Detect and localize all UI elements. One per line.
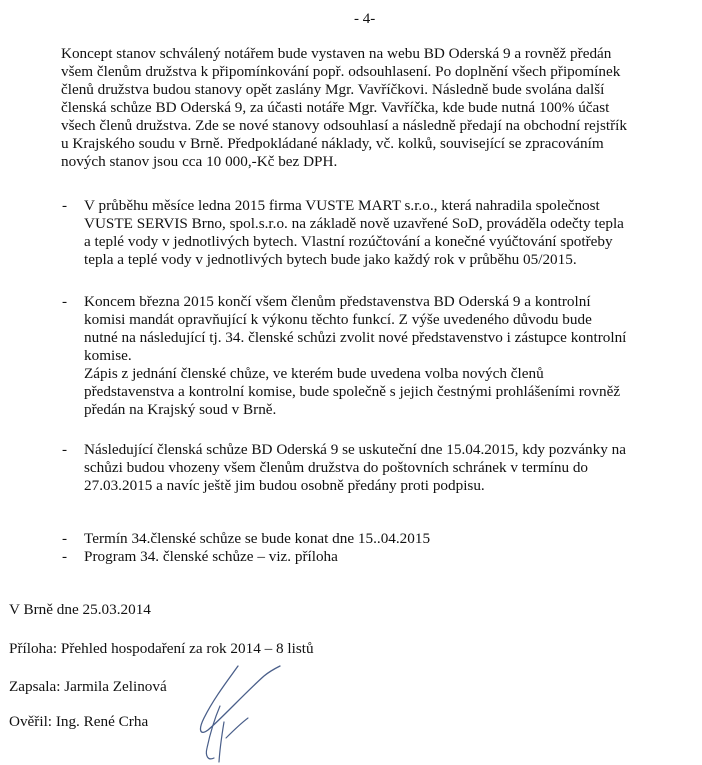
text-line: komise. — [84, 347, 132, 364]
text-line: všech členů družstva. Zde se nové stanovy odsouhlasí a následně předají na obchodní rejstřík — [61, 117, 627, 134]
text-line: Termín 34.členské schůze se bude konat dne 15..04.2015 — [84, 530, 431, 547]
text-line: Zápis z jednání členské chůze, ve kterém bude uvedena volba nových členů — [84, 365, 544, 382]
text-line: Koncept stanov schválený notářem bude vystaven na webu BD Oderská 9 a rovněž předán — [61, 45, 612, 62]
text-line: 27.03.2015 a navíc ještě jim budou osobně předány proti podpisu. — [84, 477, 485, 494]
text-line: členská schůze BD Oderská 9, za účasti notáře Mgr. Vavříčka, kde bude nutná 100% účast — [61, 99, 610, 116]
bullet-dash: - — [62, 530, 68, 547]
bullet-dash: - — [62, 293, 68, 310]
text-line: tepla a teplé vody v jednotlivých bytech bude jako každý rok v průběhu 05/2015. — [84, 251, 577, 268]
attachment-line: Příloha: Přehled hospodaření za rok 2014 – 8 listů — [9, 640, 314, 657]
verified-by: Ověřil: Ing. René Crha — [9, 713, 149, 730]
place-date: V Brně dne 25.03.2014 — [9, 601, 151, 618]
text-line: a teplé vody v jednotlivých bytech. Vlastní rozúčtování a konečné vyúčtování spotřeby — [84, 233, 613, 250]
bullet-dash: - — [62, 548, 68, 565]
bullet-dash: - — [62, 441, 68, 458]
text-line: Koncem března 2015 končí všem členům představenstva BD Oderská 9 a kontrolní — [84, 293, 591, 310]
page-number: - 4- — [354, 11, 376, 27]
text-line: všem členům družstva k připomínkování popř. odsouhlasení. Po doplnění všech připomínek — [61, 63, 621, 80]
bullet-dash: - — [62, 197, 68, 214]
text-line: V průběhu měsíce ledna 2015 firma VUSTE MART s.r.o., která nahradila společnost — [84, 197, 600, 214]
text-line: Program 34. členské schůze – viz. příloha — [84, 548, 338, 565]
text-line: členů družstva budou stanovy opět zaslány Mgr. Vavříčkovi. Následně bude svolána další — [61, 81, 605, 98]
handwritten-signature — [180, 662, 290, 765]
text-line: Následující členská schůze BD Oderská 9 se uskuteční dne 15.04.2015, kdy pozvánky na — [84, 441, 626, 458]
text-line: nutné na následující tj. 34. členské schůzi zvolit nové představenstvo i zástupce kontrolní — [84, 329, 627, 346]
text-line: nových stanov jsou cca 10 000,-Kč bez DPH. — [61, 153, 338, 170]
text-line: předán na Krajský soud v Brně. — [84, 401, 277, 418]
text-line: představenstva a kontrolní komise, bude společně s jejich čestnými prohlášeními rovněž — [84, 383, 621, 400]
text-line: komisi mandát opravňující k výkonu těchto funkcí. Z výše uvedeného důvodu bude — [84, 311, 592, 328]
text-line: schůzi budou vhozeny všem členům družstva do poštovních schránek v termínu do — [84, 459, 589, 476]
text-line: VUSTE SERVIS Brno, spol.s.r.o. na základě nově uzavřené SoD, prováděla odečty tepla — [84, 215, 624, 232]
text-line: u Krajského soudu v Brně. Předpokládané náklady, vč. kolků, související se zpracováním — [61, 135, 604, 152]
recorded-by: Zapsala: Jarmila Zelinová — [9, 678, 167, 695]
